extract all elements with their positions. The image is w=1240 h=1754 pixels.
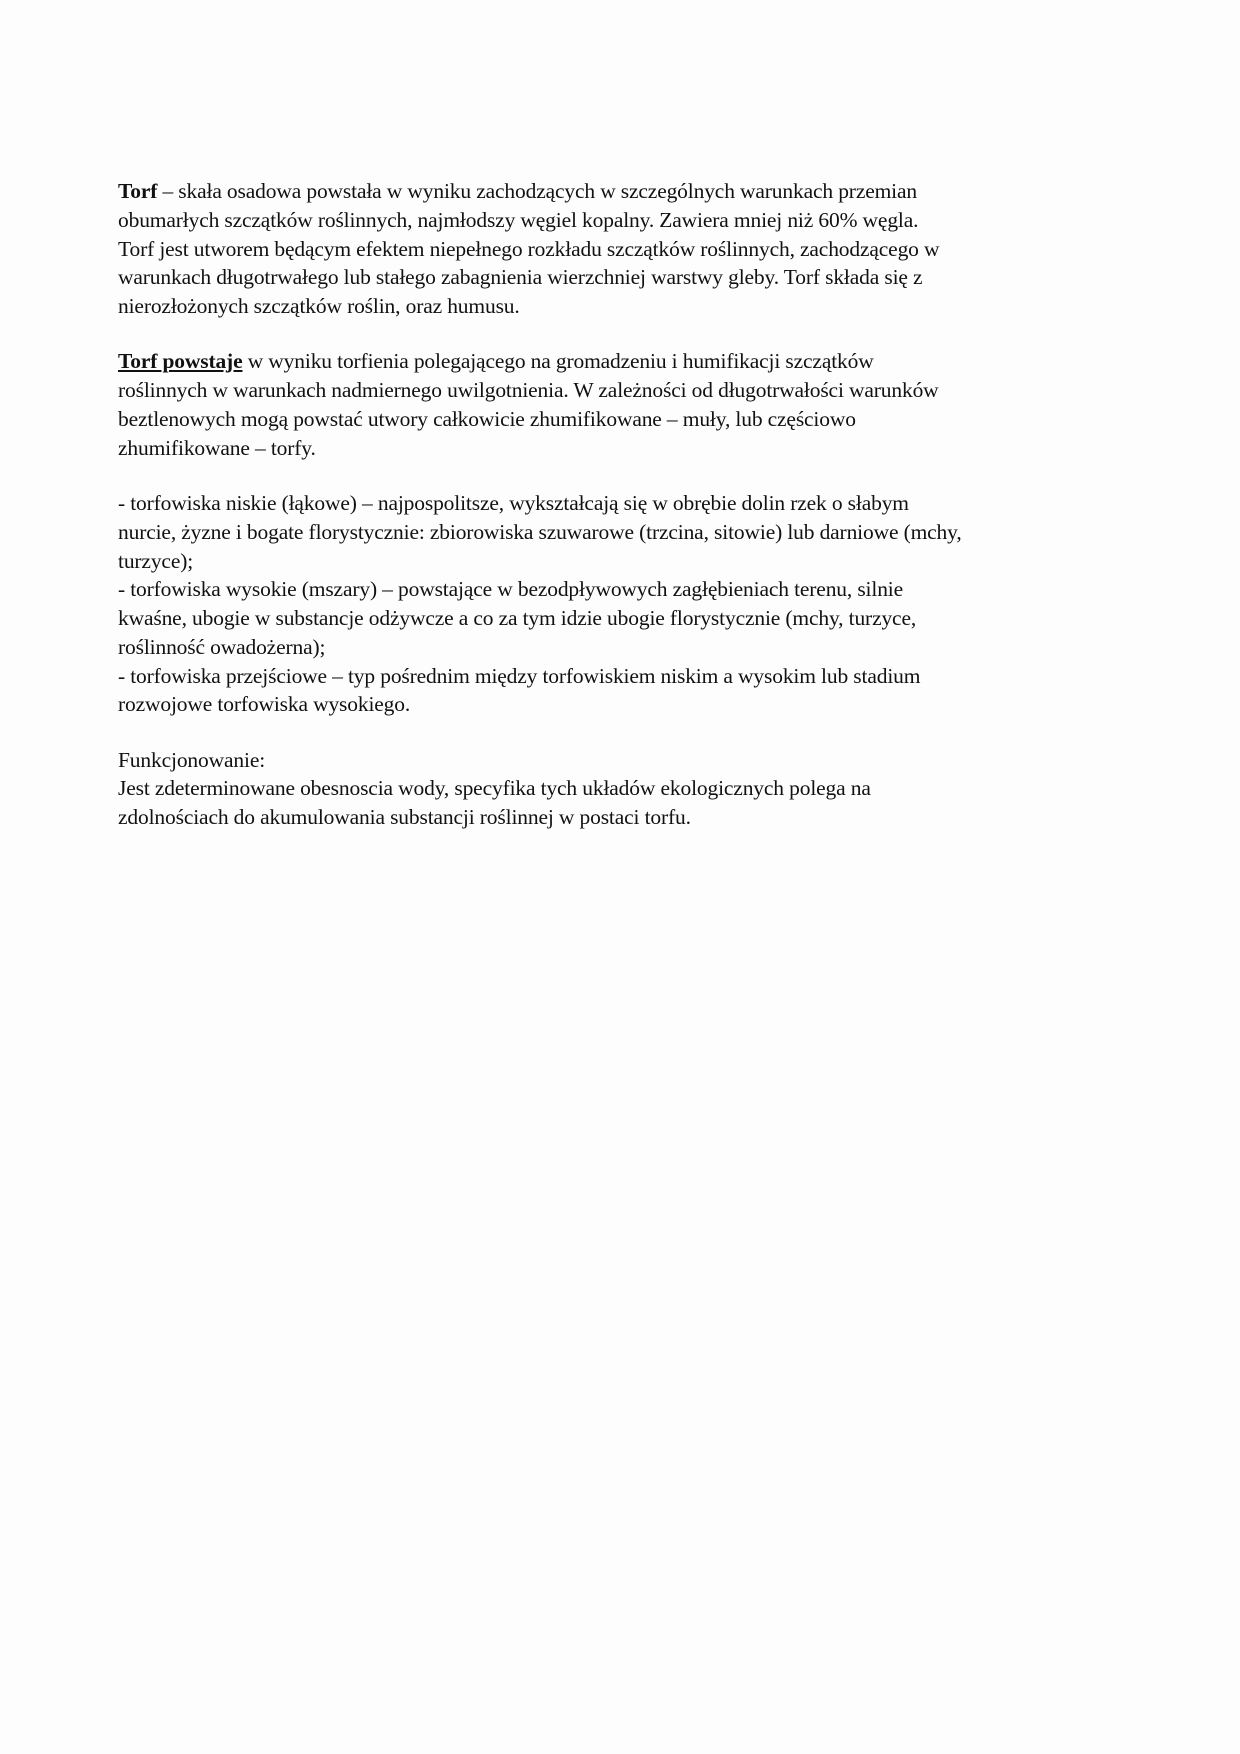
paragraph-1-line-3: Torf jest utworem będącym efektem niepełnego rozkładu szczątków roślinnych, zachodzącego w [118, 237, 940, 261]
paragraph-2-line-2: roślinnych w warunkach nadmiernego uwilgotnienia. W zależności od długotrwałości warunków [118, 378, 939, 402]
list-item-wysokie-line-1: - torfowiska wysokie (mszary) – powstające w bezodpływowych zagłębieniach terenu, silnie [118, 577, 904, 601]
definition-text: – skała osadowa powstała w wyniku zachodzących w szczególnych warunkach przemian [157, 179, 917, 203]
term-torf: Torf [118, 179, 158, 203]
list-item-wysokie-line-3: roślinność owadożerna); [118, 635, 326, 659]
list-item-niskie-line-2: nurcie, żyzne i bogate florystycznie: zbiorowiska szuwarowe (trzcina, sitowie) lub darniowe (mchy, [118, 520, 962, 544]
list-item-przejsciowe-line-2: rozwojowe torfowiska wysokiego. [118, 692, 411, 716]
paragraph-2-line-3: beztlenowych mogą powstać utwory całkowicie zhumifikowane – muły, lub częściowo [118, 407, 856, 431]
paragraph-2-line-1 [118, 347, 874, 376]
term-torf-powstaje: Torf powstaje [118, 349, 243, 373]
functioning-line-2: zdolnościach do akumulowania substancji roślinnej w postaci torfu. [118, 805, 691, 829]
paragraph-1-line-4: warunkach długotrwałego lub stałego zabagnienia wierzchniej warstwy gleby. Torf składa się z [118, 265, 923, 289]
functioning-line-1: Jest zdeterminowane obesnoscia wody, specyfika tych układów ekologicznych polega na [118, 776, 871, 800]
list-item-przejsciowe-line-1: - torfowiska przejściowe – typ pośrednim między torfowiskiem niskim a wysokim lub stadium [118, 664, 921, 688]
section-heading-funkcjonowanie: Funkcjonowanie: [118, 748, 266, 772]
paragraph-1-line-1 [118, 177, 917, 206]
list-item-wysokie-line-2: kwaśne, ubogie w substancje odżywcze a co za tym idzie ubogie florystycznie (mchy, turzyce, [118, 606, 917, 630]
paragraph-2-line-4: zhumifikowane – torfy. [118, 436, 316, 460]
paragraph-1-line-5: nierozłożonych szczątków roślin, oraz humusu. [118, 294, 520, 318]
list-item-niskie-line-1: - torfowiska niskie (łąkowe) – najpospolitsze, wykształcają się w obrębie dolin rzek o słabym [118, 491, 909, 515]
paragraph-1-line-2: obumarłych szczątków roślinnych, najmłodszy węgiel kopalny. Zawiera mniej niż 60% węgla. [118, 208, 919, 232]
formation-text: w wyniku torfienia polegającego na gromadzeniu i humifikacji szczątków [242, 349, 874, 373]
list-item-niskie-line-3: turzyce); [118, 549, 194, 573]
